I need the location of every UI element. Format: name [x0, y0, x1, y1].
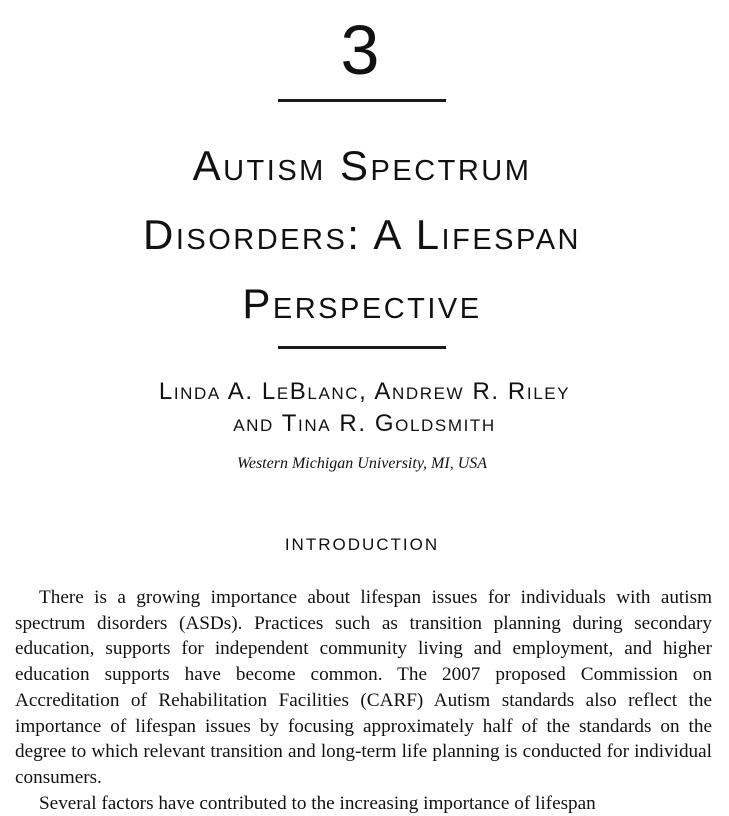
author-affiliation: Western Michigan University, MI, USA: [236, 455, 488, 472]
chapter-title-line: Perspective: [242, 280, 482, 327]
body-text: [15, 585, 712, 816]
body-paragraph: Several factors have contributed to the increasing importance of lifespan: [39, 792, 596, 814]
author-line: Linda A. LeBlanc, Andrew R. Riley: [158, 378, 571, 405]
top-divider: [278, 99, 446, 102]
author-line: and Tina R. Goldsmith: [233, 410, 496, 437]
author-list: [0, 376, 729, 440]
chapter-number: 3: [340, 11, 380, 89]
chapter-title-line: Autism Spectrum: [192, 142, 532, 189]
chapter-title: [0, 131, 724, 338]
section-heading: INTRODUCTION: [284, 535, 440, 554]
bottom-divider: [278, 346, 446, 349]
chapter-title-line: Disorders: A Lifespan: [143, 211, 581, 258]
body-paragraph: There is a growing importance about lifespan issues for individuals with autism spectrum disorders (ASDs). Practices such as transition planning during secondary education, supports for independent community living and employment, and higher education supports have become common. The 2007 proposed Commission on Accreditation of Rehabilitation Facilities (CARF) Autism standards also reflect the importance of lifespan issues by focusing approximately half of the standards on the degree to which relevant transition and long-term life planning is conducted for individual consumers.: [15, 587, 712, 788]
